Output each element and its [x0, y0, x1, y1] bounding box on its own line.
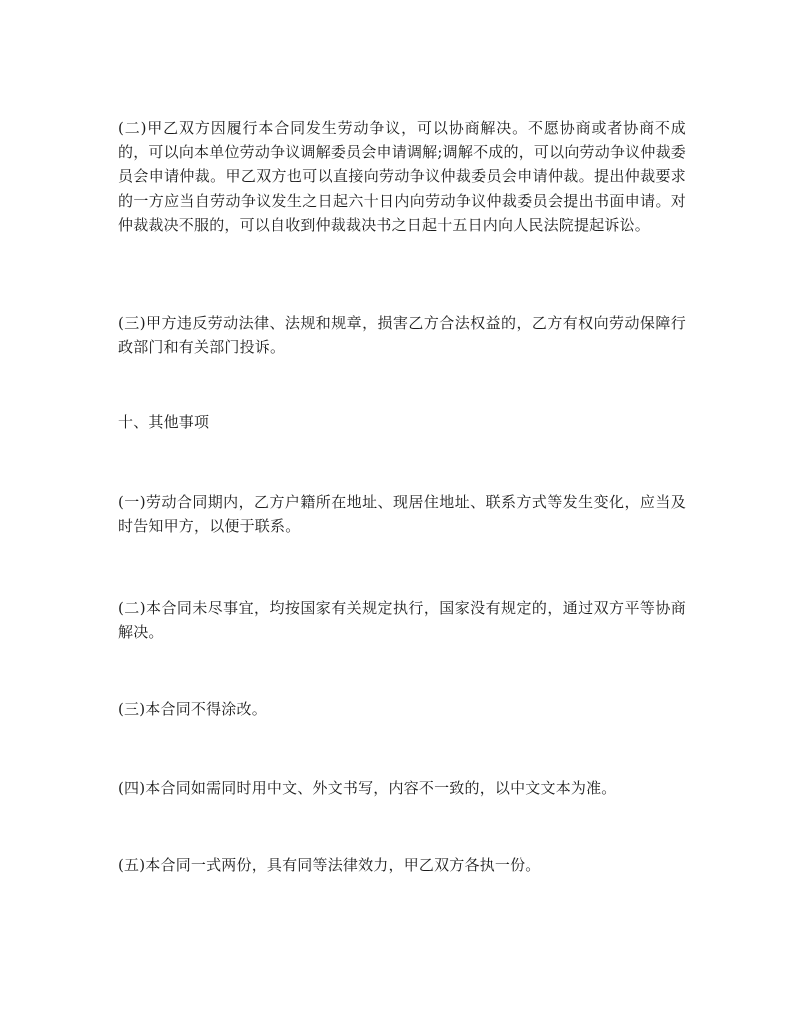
paragraph-dispute-resolution: (二)甲乙双方因履行本合同发生劳动争议，可以协商解决。不愿协商或者协商不成的，可以向本单位劳动争议调解委员会申请调解;调解不成的，可以向劳动争议仲裁委员会申请仲裁。甲乙双方也可以直接向劳动争议仲裁委员会申请仲裁。提出仲裁要求的一方应当自劳动争议发生之日起六十日内向劳动争议仲裁委员会提出书面申请。对仲裁裁决不服的，可以自收到仲裁裁决书之日起十五日内向人民法院提起诉讼。 — [118, 119, 686, 234]
paragraph-copies: (五)本合同一式两份，具有同等法律效力，甲乙双方各执一份。 — [118, 856, 541, 874]
paragraph-language-version: (四)本合同如需同时用中文、外文书写，内容不一致的，以中文文本为准。 — [118, 779, 617, 797]
paragraph-no-alteration: (三)本合同不得涂改。 — [118, 700, 267, 718]
paragraph-contact-change: (一)劳动合同期内，乙方户籍所在地址、现居住地址、联系方式等发生变化，应当及时告知甲方，以便于联系。 — [118, 493, 686, 536]
paragraph-complaint-right: (三)甲方违反劳动法律、法规和规章，损害乙方合法权益的，乙方有权向劳动保障行政部门和有关部门投诉。 — [118, 314, 686, 357]
paragraph-unresolved-matters: (二)本合同未尽事宜，均按国家有关规定执行，国家没有规定的，通过双方平等协商解决。 — [118, 599, 686, 642]
section-heading-other-matters: 十、其他事项 — [118, 413, 210, 431]
